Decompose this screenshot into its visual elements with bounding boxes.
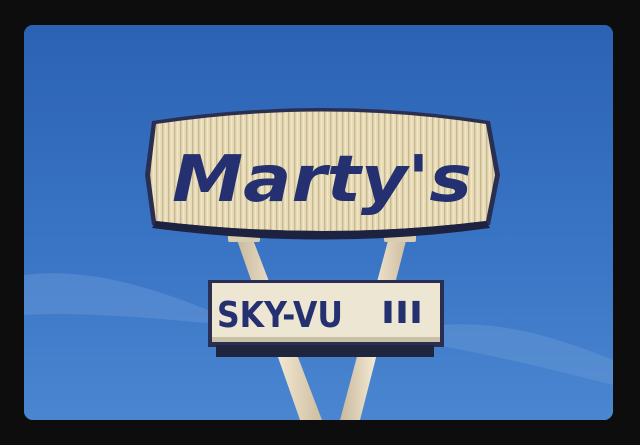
sub-sign-numeral: III [381,296,423,331]
sub-sign [208,280,444,357]
photo [24,25,613,420]
main-sign-text: Marty's [172,143,472,217]
sign-scene [24,25,613,420]
sub-sign-text: SKY-VU [217,295,343,336]
main-sign [145,108,500,240]
